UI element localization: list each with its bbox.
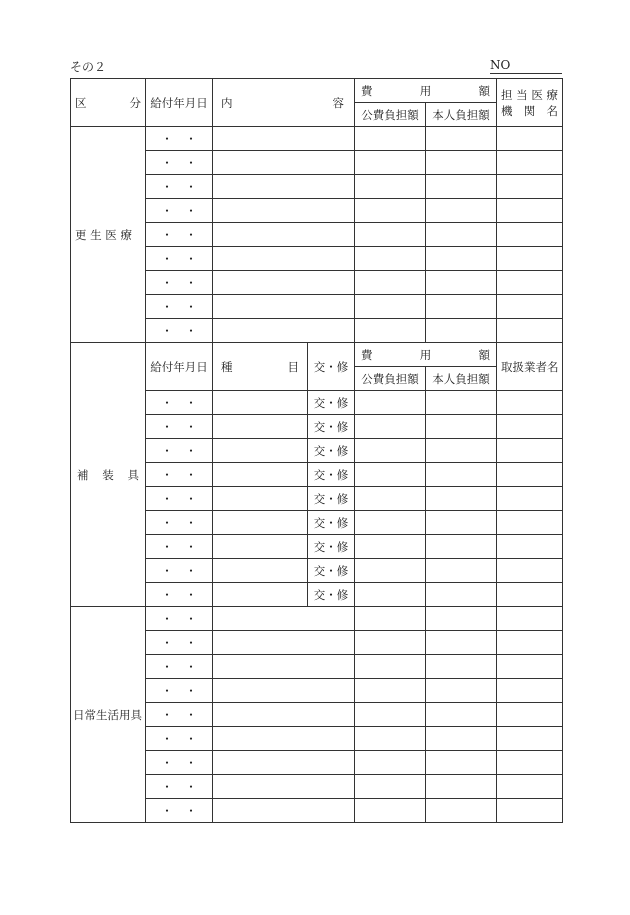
clinic-cell[interactable] [497, 751, 563, 775]
self-burden-cell[interactable] [426, 319, 497, 343]
content-cell[interactable] [213, 703, 355, 727]
date-cell[interactable]: ・ ・ [146, 439, 213, 463]
public-burden-cell[interactable] [355, 727, 426, 751]
clinic-cell[interactable] [497, 799, 563, 823]
self-burden-cell[interactable] [426, 463, 497, 487]
clinic-cell[interactable] [497, 775, 563, 799]
clinic-cell[interactable] [497, 679, 563, 703]
self-burden-cell[interactable] [426, 751, 497, 775]
self-burden-cell[interactable] [426, 247, 497, 271]
date-cell[interactable]: ・ ・ [146, 247, 213, 271]
section-daily: 日常生活用具 [71, 607, 146, 823]
self-burden-cell[interactable] [426, 223, 497, 247]
self-burden-cell[interactable] [426, 799, 497, 823]
public-burden-cell[interactable] [355, 799, 426, 823]
clinic-cell[interactable] [497, 247, 563, 271]
date-cell[interactable]: ・ ・ [146, 583, 213, 607]
equipment-cost-header: 費 用 額 [355, 343, 497, 367]
content-cell[interactable] [213, 127, 355, 151]
content-cell[interactable] [213, 607, 355, 631]
content-cell[interactable] [213, 679, 355, 703]
record-table [70, 78, 563, 823]
page-label: その２ [70, 60, 107, 74]
content-cell[interactable] [213, 799, 355, 823]
public-burden-cell[interactable] [355, 127, 426, 151]
public-burden-cell[interactable] [355, 247, 426, 271]
date-cell[interactable]: ・ ・ [146, 799, 213, 823]
date-cell[interactable]: ・ ・ [146, 511, 213, 535]
public-burden-cell[interactable] [355, 559, 426, 583]
number-field[interactable] [490, 58, 562, 74]
number-label: NO [490, 58, 511, 72]
exchange-cell[interactable]: 交・修 [308, 535, 355, 559]
vendor-cell[interactable] [497, 583, 563, 607]
self-burden-cell[interactable] [426, 607, 497, 631]
equipment-date-header: 給付年月日 [146, 343, 213, 391]
content-cell[interactable] [213, 655, 355, 679]
clinic-cell[interactable] [497, 319, 563, 343]
vendor-cell[interactable] [497, 463, 563, 487]
item-cell[interactable] [213, 535, 308, 559]
public-burden-cell[interactable] [355, 775, 426, 799]
item-cell[interactable] [213, 583, 308, 607]
vendor-cell[interactable] [497, 415, 563, 439]
equipment-self-header: 本人負担額 [426, 367, 497, 391]
date-cell[interactable]: ・ ・ [146, 487, 213, 511]
item-cell[interactable] [213, 439, 308, 463]
self-burden-cell[interactable] [426, 631, 497, 655]
self-burden-cell[interactable] [426, 775, 497, 799]
item-cell[interactable] [213, 559, 308, 583]
date-cell[interactable]: ・ ・ [146, 559, 213, 583]
clinic-cell[interactable] [497, 607, 563, 631]
public-burden-cell[interactable] [355, 319, 426, 343]
exchange-header: 交・修 [308, 343, 355, 391]
cost-header: 費 用 額 [355, 79, 497, 103]
clinic-cell[interactable] [497, 199, 563, 223]
self-burden-header: 本人負担額 [426, 103, 497, 127]
item-cell[interactable] [213, 511, 308, 535]
date-cell[interactable]: ・ ・ [146, 751, 213, 775]
self-burden-cell[interactable] [426, 295, 497, 319]
date-cell[interactable]: ・ ・ [146, 463, 213, 487]
item-header: 種 目 [213, 343, 308, 391]
public-burden-cell[interactable] [355, 151, 426, 175]
public-burden-cell[interactable] [355, 271, 426, 295]
public-burden-cell[interactable] [355, 655, 426, 679]
clinic-cell[interactable] [497, 271, 563, 295]
date-cell[interactable]: ・ ・ [146, 679, 213, 703]
self-burden-cell[interactable] [426, 727, 497, 751]
self-burden-cell[interactable] [426, 199, 497, 223]
self-burden-cell[interactable] [426, 703, 497, 727]
self-burden-cell[interactable] [426, 487, 497, 511]
date-cell[interactable]: ・ ・ [146, 223, 213, 247]
date-cell[interactable]: ・ ・ [146, 655, 213, 679]
content-cell[interactable] [213, 271, 355, 295]
date-cell[interactable]: ・ ・ [146, 391, 213, 415]
self-burden-cell[interactable] [426, 511, 497, 535]
content-cell[interactable] [213, 631, 355, 655]
date-cell[interactable]: ・ ・ [146, 775, 213, 799]
content-cell[interactable] [213, 151, 355, 175]
section-medical: 更 生 医 療 [71, 127, 146, 343]
self-burden-cell[interactable] [426, 415, 497, 439]
self-burden-cell[interactable] [426, 583, 497, 607]
clinic-cell[interactable] [497, 631, 563, 655]
exchange-cell[interactable]: 交・修 [308, 487, 355, 511]
item-cell[interactable] [213, 415, 308, 439]
self-burden-cell[interactable] [426, 271, 497, 295]
content-cell[interactable] [213, 247, 355, 271]
self-burden-cell[interactable] [426, 535, 497, 559]
exchange-cell[interactable]: 交・修 [308, 511, 355, 535]
self-burden-cell[interactable] [426, 655, 497, 679]
public-burden-cell[interactable] [355, 679, 426, 703]
public-burden-cell[interactable] [355, 703, 426, 727]
exchange-cell[interactable]: 交・修 [308, 463, 355, 487]
clinic-cell[interactable] [497, 655, 563, 679]
self-burden-cell[interactable] [426, 559, 497, 583]
date-cell[interactable]: ・ ・ [146, 703, 213, 727]
content-cell[interactable] [213, 223, 355, 247]
clinic-cell[interactable] [497, 295, 563, 319]
vendor-cell[interactable] [497, 391, 563, 415]
category-header-text: 区 分 [75, 95, 141, 110]
public-burden-cell[interactable] [355, 391, 426, 415]
content-cell[interactable] [213, 295, 355, 319]
public-burden-cell[interactable] [355, 607, 426, 631]
self-burden-cell[interactable] [426, 391, 497, 415]
content-cell[interactable] [213, 751, 355, 775]
date-cell[interactable]: ・ ・ [146, 127, 213, 151]
date-cell[interactable]: ・ ・ [146, 175, 213, 199]
public-burden-cell[interactable] [355, 751, 426, 775]
date-cell[interactable]: ・ ・ [146, 271, 213, 295]
self-burden-cell[interactable] [426, 151, 497, 175]
date-cell[interactable]: ・ ・ [146, 319, 213, 343]
exchange-cell[interactable]: 交・修 [308, 583, 355, 607]
vendor-cell[interactable] [497, 559, 563, 583]
clinic-cell[interactable] [497, 223, 563, 247]
clinic-top: 担 当 医 療 [501, 87, 558, 102]
date-cell[interactable]: ・ ・ [146, 631, 213, 655]
public-burden-cell[interactable] [355, 439, 426, 463]
exchange-cell[interactable]: 交・修 [308, 559, 355, 583]
date-cell[interactable]: ・ ・ [146, 295, 213, 319]
category-header [71, 79, 146, 127]
content-cell[interactable] [213, 175, 355, 199]
vendor-header: 取扱業者名 [497, 343, 563, 391]
clinic-cell[interactable] [497, 127, 563, 151]
vendor-cell[interactable] [497, 487, 563, 511]
public-burden-cell[interactable] [355, 415, 426, 439]
vendor-cell[interactable] [497, 535, 563, 559]
clinic-cell[interactable] [497, 151, 563, 175]
clinic-bottom: 機 関 名 [501, 103, 558, 118]
self-burden-cell[interactable] [426, 439, 497, 463]
date-cell[interactable]: ・ ・ [146, 199, 213, 223]
exchange-cell[interactable]: 交・修 [308, 415, 355, 439]
public-burden-cell[interactable] [355, 535, 426, 559]
public-burden-cell[interactable] [355, 199, 426, 223]
item-cell[interactable] [213, 463, 308, 487]
public-burden-cell[interactable] [355, 631, 426, 655]
clinic-cell[interactable] [497, 703, 563, 727]
content-header: 内 容 [213, 79, 355, 127]
public-burden-cell[interactable] [355, 295, 426, 319]
exchange-cell[interactable]: 交・修 [308, 391, 355, 415]
public-burden-cell[interactable] [355, 175, 426, 199]
date-cell[interactable]: ・ ・ [146, 727, 213, 751]
date-cell[interactable]: ・ ・ [146, 535, 213, 559]
date-cell[interactable]: ・ ・ [146, 607, 213, 631]
date-header: 給付年月日 [146, 79, 213, 127]
content-cell[interactable] [213, 775, 355, 799]
vendor-cell[interactable] [497, 439, 563, 463]
public-burden-cell[interactable] [355, 463, 426, 487]
clinic-cell[interactable] [497, 175, 563, 199]
clinic-cell[interactable] [497, 727, 563, 751]
clinic-header [497, 79, 563, 127]
public-burden-cell[interactable] [355, 511, 426, 535]
date-cell[interactable]: ・ ・ [146, 151, 213, 175]
public-burden-cell[interactable] [355, 583, 426, 607]
public-burden-cell[interactable] [355, 487, 426, 511]
public-burden-header: 公費負担額 [355, 103, 426, 127]
item-cell[interactable] [213, 391, 308, 415]
section-equipment: 補 装 具 [71, 343, 146, 607]
content-cell[interactable] [213, 727, 355, 751]
self-burden-cell[interactable] [426, 127, 497, 151]
vendor-cell[interactable] [497, 511, 563, 535]
content-cell[interactable] [213, 319, 355, 343]
item-cell[interactable] [213, 487, 308, 511]
equipment-public-header: 公費負担額 [355, 367, 426, 391]
self-burden-cell[interactable] [426, 175, 497, 199]
content-cell[interactable] [213, 199, 355, 223]
public-burden-cell[interactable] [355, 223, 426, 247]
exchange-cell[interactable]: 交・修 [308, 439, 355, 463]
self-burden-cell[interactable] [426, 679, 497, 703]
date-cell[interactable]: ・ ・ [146, 415, 213, 439]
